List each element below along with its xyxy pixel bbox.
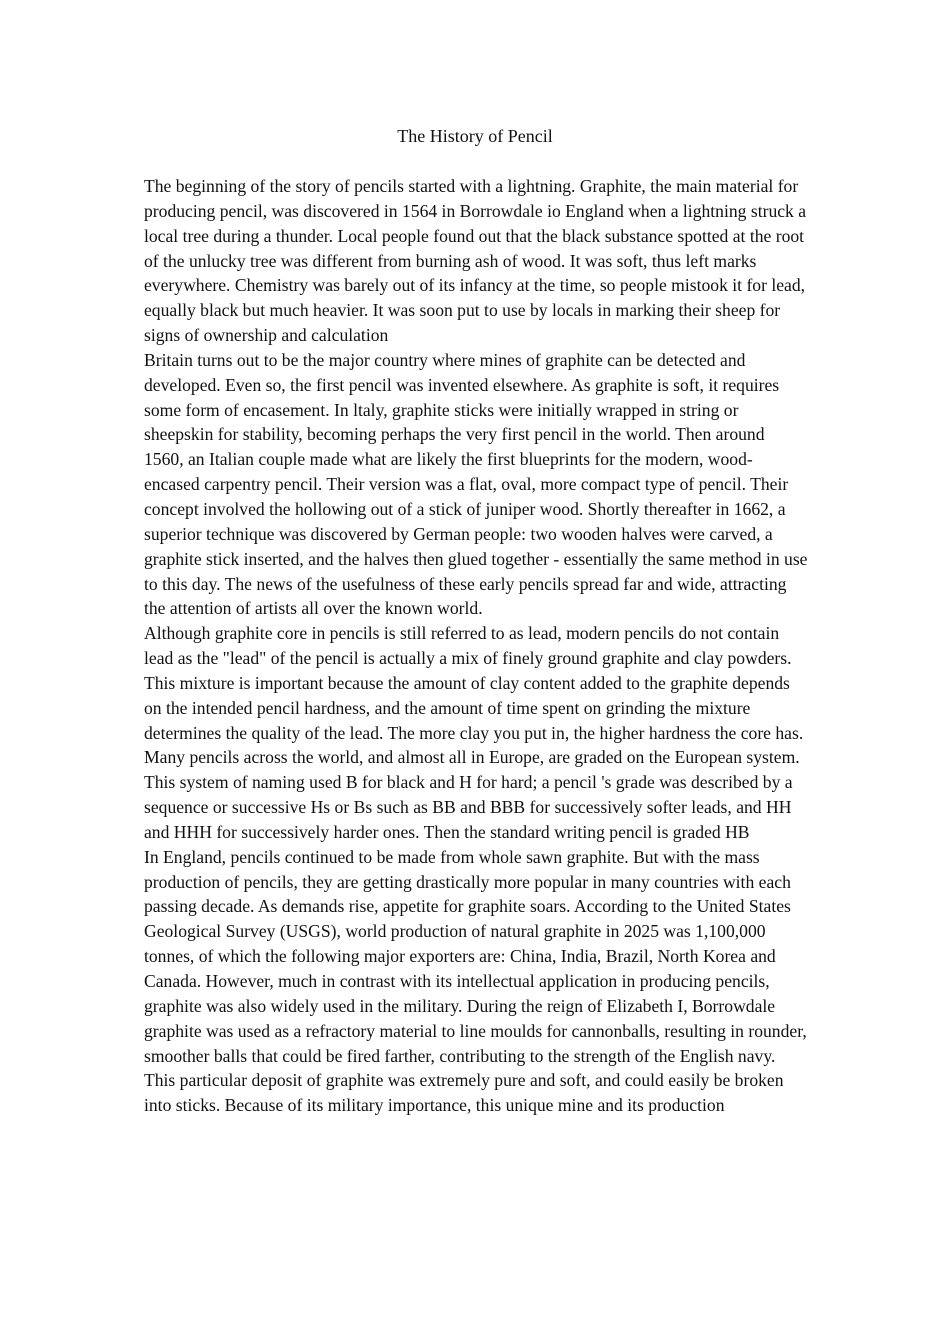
paragraph-3: Although graphite core in pencils is still referred to as lead, modern pencils do not contain lead as the "lead" of the pencil is actually a mix of finely ground graphite and clay powders. This mixture is important because the amount of clay content added to the graphite depends on the intended pencil hardness, and the amount of time spent on grinding the mixture determines the quality of the lead. The more clay you put in, the higher hardness the core has. Many pencils across the world, and almost all in Europe, are graded on the European system. This system of naming used B for black and H for hard; a pencil 's grade was described by a sequence or successive Hs or Bs such as BB and BBB for successively softer leads, and HH and HHH for successively harder ones. Then the standard writing pencil is graded HB <box>144 623 804 842</box>
page-title: The History of Pencil <box>397 126 553 146</box>
paragraph-4: In England, pencils continued to be made from whole sawn graphite. But with the mass production of pencils, they are getting drastically more popular in many countries with each passing decade. As demands rise, appetite for graphite soars. According to the United States Geological Survey (USGS), world production of natural graphite in 2025 was 1,100,000 tonnes, of which the following major exporters are: China, India, Brazil, North Korea and Canada. However, much in contrast with its intellectual application in producing pencils, graphite was also widely used in the military. During the reign of Elizabeth I, Borrowdale graphite was used as a refractory material to line moulds for cannonballs, resulting in rounder, smoother balls that could be fired farther, contributing to the strength of the English navy. This particular deposit of graphite was extremely pure and soft, and could easily be broken into sticks. Because of its military importance, this unique mine and its production <box>144 846 807 1116</box>
paragraph-1: The beginning of the story of pencils started with a lightning. Graphite, the main material for producing pencil, was discovered in 1564 in Borrowdale io England when a lightning struck a local tree during a thunder. Local people found out that the black substance spotted at the root of the unlucky tree was different from burning ash of wood. It was soft, thus left marks everywhere. Chemistry was barely out of its infancy at the time, so people mistook it for lead, equally black but much heavier. It was soon put to use by locals in marking their sheep for signs of ownership and calculation <box>144 176 807 346</box>
document-body <box>144 174 808 1118</box>
paragraph-2: Britain turns out to be the major country where mines of graphite can be detected and developed. Even so, the first pencil was invented elsewhere. As graphite is soft, it requires some form of encasement. In ltaly, graphite sticks were initially wrapped in string or sheepskin for stability, becoming perhaps the very first pencil in the world. Then around 1560, an Italian couple made what are likely the first blueprints for the modern, wood-encased carpentry pencil. Their version was a flat, oval, more compact type of pencil. Their concept involved the hollowing out of a stick of juniper wood. Shortly thereafter in 1662, a superior technique was discovered by German people: two wooden halves were carved, a graphite stick inserted, and the halves then glued together - essentially the same method in use to this day. The news of the usefulness of these early pencils spread far and wide, attracting the attention of artists all over the known world. <box>144 349 808 619</box>
